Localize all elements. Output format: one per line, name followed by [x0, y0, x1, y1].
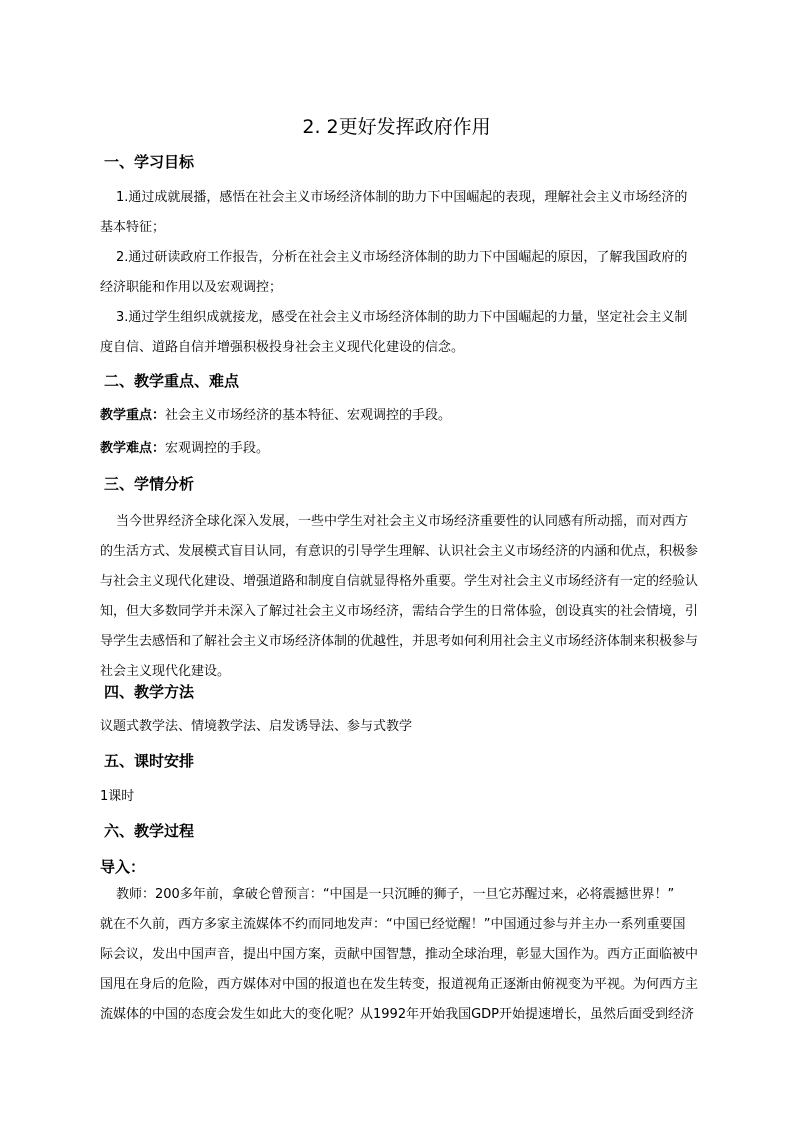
- student-analysis-line-2: 的生活方式、发展模式盲目认同，有意识的引导学生理解、认识社会主义市场经济的内涵和优点，积极参: [100, 544, 699, 559]
- teaching-process-line-1: 教师：200多年前，拿破仑曾预言：“中国是一只沉睡的狮子，一旦它苏醒过来，必将震撼世界！”: [116, 887, 675, 902]
- section-heading-class-schedule: 五、课时安排: [104, 752, 195, 770]
- difficulty-line: [100, 438, 269, 460]
- section-heading-teaching-methods: 四、教学方法: [104, 683, 195, 701]
- teaching-process-line-2: 就在不久前，西方多家主流媒体不约而同地发声：“中国已经觉醒！”中国通过参与并主办一系列重要国: [100, 917, 686, 932]
- teaching-process-paragraph: [100, 880, 720, 1030]
- learning-goal-2-line-1: 2.通过研读政府工作报告，分析在社会主义市场经济体制的助力下中国崛起的原因，了解我国政府的: [116, 250, 688, 265]
- section-heading-student-analysis: 三、学情分析: [104, 475, 195, 493]
- learning-goal-1: [100, 183, 720, 243]
- teaching-process-line-5: 流媒体的中国的态度会发生如此大的变化呢？从1992年开始我国GDP开始提速增长，虽然后面受到经济: [100, 1007, 695, 1022]
- difficulty-label: 教学难点：: [100, 441, 166, 456]
- student-analysis-line-4: 知，但大多数同学并未深入了解过社会主义市场经济，需结合学生的日常体验，创设真实的社会情境，引: [100, 604, 699, 619]
- learning-goal-2-line-2: 经济职能和作用以及宏观调控；: [100, 280, 283, 295]
- learning-goal-1-line-2: 基本特征；: [100, 220, 166, 235]
- student-analysis-line-3: 与社会主义现代化建设、增强道路和制度自信就显得格外重要。学生对社会主义市场经济有一定的经验认: [100, 574, 699, 589]
- student-analysis-line-6: 社会主义现代化建设。: [100, 664, 231, 679]
- teaching-methods-text: 议题式教学法、情境教学法、启发诱导法、参与式教学: [100, 719, 413, 734]
- section-heading-teaching-process: 六、教学过程: [104, 822, 195, 840]
- intro-label: 导入：: [100, 858, 146, 876]
- teaching-process-line-3: 际会议，发出中国声音，提出中国方案，贡献中国智慧，推动全球治理，彰显大国作为。西方正面临被中: [100, 947, 699, 962]
- class-schedule-text: 1课时: [100, 789, 135, 804]
- learning-goal-3-line-2: 度自信、道路自信并增强积极投身社会主义现代化建设的信念。: [100, 340, 465, 355]
- student-analysis-line-1: 当今世界经济全球化深入发展，一些中学生对社会主义市场经济重要性的认同感有所动摇，而对西方: [116, 514, 689, 529]
- learning-goal-3-line-1: 3.通过学生组织成就接龙，感受在社会主义市场经济体制的助力下中国崛起的力量，坚定社会主义制: [116, 310, 688, 325]
- document-title: 2. 2更好发挥政府作用: [302, 116, 491, 138]
- learning-goal-2: [100, 243, 720, 303]
- learning-goal-1-line-1: 1.通过成就展播，感悟在社会主义市场经济体制的助力下中国崛起的表现，理解社会主义市场经济的: [116, 190, 688, 205]
- key-point-text: 社会主义市场经济的基本特征、宏观调控的手段。: [165, 408, 452, 423]
- difficulty-text: 宏观调控的手段。: [165, 441, 270, 456]
- student-analysis-line-5: 导学生去感悟和了解社会主义市场经济体制的优越性，并思考如何利用社会主义市场经济体制来积极参与: [100, 634, 699, 649]
- key-point-label: 教学重点：: [100, 408, 166, 423]
- section-heading-learning-goals: 一、学习目标: [104, 153, 195, 171]
- learning-goal-3: [100, 303, 720, 363]
- key-point-line: [100, 405, 451, 427]
- teaching-process-line-4: 国甩在身后的危险，西方媒体对中国的报道也在发生转变，报道视角正逐渐由俯视变为平视。为何西方主: [100, 977, 699, 992]
- section-heading-key-points: 二、教学重点、难点: [104, 372, 240, 390]
- student-analysis-paragraph: [100, 507, 720, 687]
